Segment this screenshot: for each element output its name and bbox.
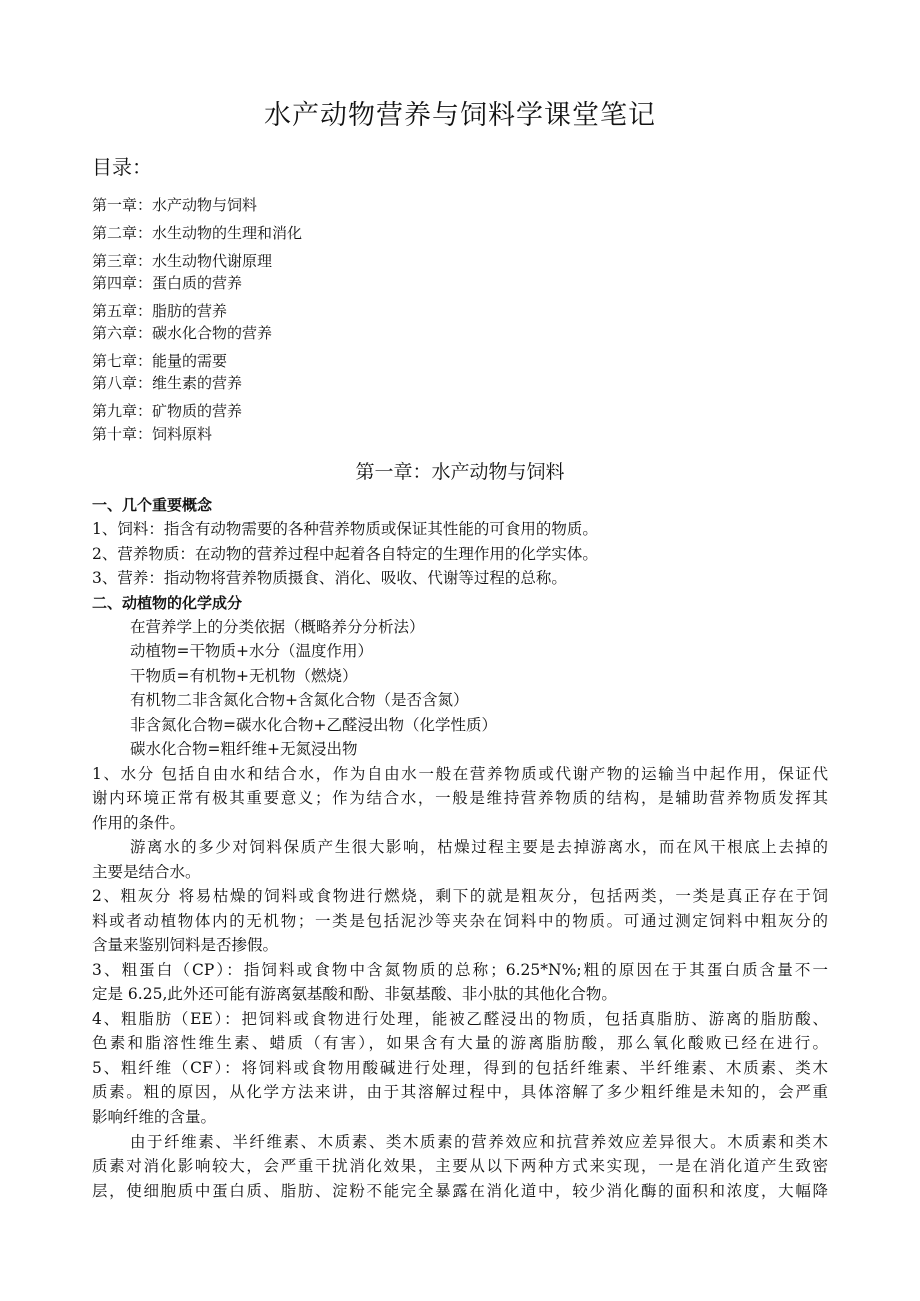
formula-line: 动植物=干物质+水分（温度作用） bbox=[130, 642, 373, 660]
toc-heading: 目录： bbox=[92, 155, 152, 179]
paragraph-line: 谢内环境正常有极其重要意义；作为结合水，一般是维持营养物质的结构，是辅助营养物质发挥其 bbox=[92, 789, 828, 807]
paragraph-line: 作用的条件。 bbox=[92, 814, 186, 832]
formula-line: 非含氮化合物=碳水化合物+乙醛浸出物（化学性质） bbox=[130, 716, 497, 734]
formula-line: 在营养学上的分类依据（概略养分分析法） bbox=[130, 618, 425, 636]
formula-line: 碳水化合物=粗纤维+无氮浸出物 bbox=[130, 740, 358, 758]
formula-line: 有机物二非含氮化合物+含氮化合物（是否含氮） bbox=[130, 691, 469, 709]
concept-item: 3、营养：指动物将营养物质摄食、消化、吸收、代谢等过程的总称。 bbox=[92, 569, 567, 587]
paragraph-line: 质素对消化影响较大，会严重干扰消化效果，主要从以下两种方式来实现，一是在消化道产生致密 bbox=[92, 1157, 828, 1175]
paragraph-line: 4、粗脂肪（EE）：把饲料或食物进行处理，能被乙醛浸出的物质，包括真脂肪、游离的脂肪酸、 bbox=[92, 1010, 828, 1028]
document-title: 水产动物营养与饲料学课堂笔记 bbox=[264, 100, 656, 131]
concept-item: 2、营养物质：在动物的营养过程中起着各自特定的生理作用的化学实体。 bbox=[92, 545, 598, 563]
toc-item: 第二章：水生动物的生理和消化 bbox=[92, 224, 303, 242]
toc-item: 第九章：矿物质的营养 bbox=[92, 402, 243, 420]
toc-item: 第十章：饲料原料 bbox=[92, 425, 213, 443]
toc-item: 第七章：能量的需要 bbox=[92, 352, 228, 370]
paragraph-line: 色素和脂溶性维生素、蜡质（有害），如果含有大量的游离脂肪酸，那么氧化酸败已经在进行。 bbox=[92, 1034, 828, 1052]
toc-item: 第五章：脂肪的营养 bbox=[92, 302, 228, 320]
toc-item: 第四章：蛋白质的营养 bbox=[92, 274, 243, 292]
paragraph-line: 由于纤维素、半纤维素、木质素、类木质素的营养效应和抗营养效应差异很大。木质素和类木 bbox=[130, 1133, 828, 1151]
paragraph-line: 1、水分 包括自由水和结合水，作为自由水一般在营养物质或代谢产物的运输当中起作用，保证代 bbox=[92, 765, 828, 783]
paragraph-line: 定是 6.25,此外还可能有游离氨基酸和酚、非氨基酸、非小肽的其他化合物。 bbox=[92, 985, 617, 1003]
toc-item: 第六章：碳水化合物的营养 bbox=[92, 324, 273, 342]
paragraph-line: 5、粗纤维（CF）：将饲料或食物用酸碱进行处理，得到的包括纤维素、半纤维素、木质素、类木 bbox=[92, 1059, 828, 1077]
paragraph-line: 影响纤维的含量。 bbox=[92, 1108, 217, 1126]
paragraph-line: 质素。粗的原因，从化学方法来讲，由于其溶解过程中，具体溶解了多少粗纤维是未知的，会严重 bbox=[92, 1083, 828, 1101]
paragraph-line: 层，使细胞质中蛋白质、脂肪、淀粉不能完全暴露在消化道中，较少消化酶的面积和浓度，大幅降 bbox=[92, 1182, 828, 1200]
paragraph-line: 2、粗灰分 将易枯燥的饲料或食物进行燃烧，剩下的就是粗灰分，包括两类，一类是真正存在于饲 bbox=[92, 887, 828, 905]
chapter-heading: 第一章：水产动物与饲料 bbox=[355, 461, 565, 483]
paragraph-line: 游离水的多少对饲料保质产生很大影响，枯燥过程主要是去掉游离水，而在风干根底上去掉的 bbox=[130, 838, 828, 856]
toc-item: 第八章：维生素的营养 bbox=[92, 374, 243, 392]
paragraph-line: 料或者动植物体内的无机物；一类是包括泥沙等夹杂在饲料中的物质。可通过测定饲料中粗灰分的 bbox=[92, 912, 828, 930]
paragraph-line: 3、粗蛋白（CP）：指饲料或食物中含氮物质的总称；6.25*N%;粗的原因在于其蛋白质含量不一 bbox=[92, 961, 828, 979]
toc-item: 第三章：水生动物代谢原理 bbox=[92, 252, 273, 270]
formula-line: 干物质=有机物+无机物（燃烧） bbox=[130, 667, 358, 685]
paragraph-line: 含量来鉴别饲料是否掺假。 bbox=[92, 936, 279, 954]
toc-item: 第一章：水产动物与饲料 bbox=[92, 196, 258, 214]
paragraph-line: 主要是结合水。 bbox=[92, 863, 201, 881]
section-heading: 一、几个重要概念 bbox=[92, 496, 213, 514]
concept-item: 1、饲料：指含有动物需要的各种营养物质或保证其性能的可食用的物质。 bbox=[92, 520, 598, 538]
section-heading: 二、动植物的化学成分 bbox=[92, 594, 243, 612]
